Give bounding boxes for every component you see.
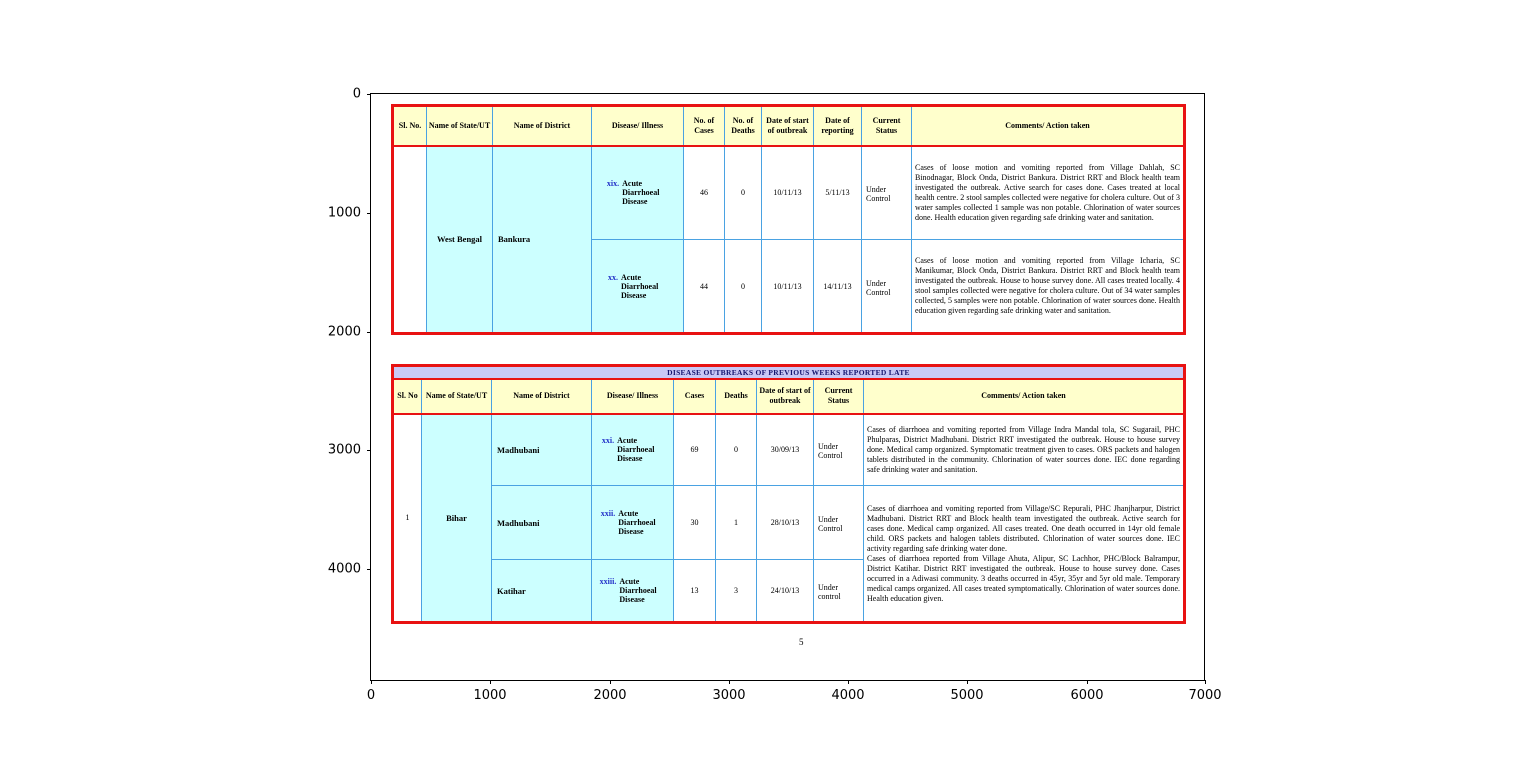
x-tick-mark: [1087, 680, 1088, 684]
start-date-cell: 28/10/13: [757, 486, 814, 560]
district-cell: Madhubani: [492, 486, 592, 560]
status-cell: Under Control: [814, 486, 864, 560]
deaths-cell: 0: [716, 414, 757, 486]
header-deaths: Deaths: [716, 379, 757, 414]
start-date-cell: 24/10/13: [757, 560, 814, 623]
x-tick-label: 0: [366, 688, 376, 703]
sl-no-cell: 1: [393, 414, 422, 623]
status-cell: Under Control: [862, 240, 912, 334]
header-disease: Disease/ Illness: [592, 379, 674, 414]
disease-name: Acute Diarrhoeal Disease: [621, 272, 659, 300]
comments-cell: Cases of diarrhoea and vomiting reported from Village Indra Mandal tola, SC Sugarail, PHC Phulparas, District Madhubani. District RRT investigated the outbreak. House to house survey done. Medical camp organized. Symptomatic treatment given to cases. ORS packets and halogen tablets distributed in the community. Chlorination of water sources done. IEC done regarding safe drinking water and sanitation.: [864, 414, 1185, 486]
table-row: [393, 146, 1185, 240]
row-numeral: xxiii.: [599, 577, 617, 586]
x-tick-mark: [848, 680, 849, 684]
header-start-date: Date of start of outbreak: [762, 106, 814, 146]
disease-name: Acute Diarrhoeal Disease: [619, 577, 657, 604]
deaths-cell: 1: [716, 486, 757, 560]
x-tick-mark: [610, 680, 611, 684]
comment-paragraph: Cases of diarrhoea reported from Village Ahuta, Alipur, SC Lachhor, PHC/Block Balrampur, District Katihar. District RRT investigated the outbreak. House to house survey done. Cases occurred in a Adiwasi community. 3 deaths occurred in 45yr, 35yr and 5yr old male. Temporary medical camps organized. All cases treated symptomatically. Chlorination of water sources done. Health education given.: [867, 553, 1181, 603]
row-numeral: xxii.: [600, 509, 616, 518]
reporting-date-cell: 5/11/13: [814, 146, 862, 240]
district-cell: Madhubani: [492, 414, 592, 486]
x-tick-mark: [967, 680, 968, 684]
x-tick-mark: [490, 680, 491, 684]
x-tick-label: 5000: [950, 688, 984, 703]
header-district: Name of District: [492, 379, 592, 414]
x-tick-mark: [1205, 680, 1206, 684]
start-date-cell: 30/09/13: [757, 414, 814, 486]
y-tick-label: 2000: [327, 324, 361, 340]
header-state: Name of State/UT: [427, 106, 493, 146]
x-tick-label: 6000: [1070, 688, 1104, 703]
status-cell: Under control: [814, 560, 864, 623]
y-tick-label: 0: [352, 86, 361, 102]
state-cell: West Bengal: [427, 146, 493, 334]
header-status: Current Status: [862, 106, 912, 146]
cases-cell: 44: [684, 240, 725, 334]
header-start-date: Date of start of outbreak: [757, 379, 814, 414]
disease-name: Acute Diarrhoeal Disease: [622, 179, 660, 207]
page-number: 5: [799, 637, 804, 647]
header-disease: Disease/ Illness: [592, 106, 684, 146]
x-tick-label: 4000: [831, 688, 865, 703]
row-numeral: xix.: [606, 179, 620, 189]
district-cell: Katihar: [492, 560, 592, 623]
cases-cell: 13: [674, 560, 716, 623]
y-tick-label: 3000: [327, 442, 361, 458]
cases-cell: 69: [674, 414, 716, 486]
y-tick-mark: [367, 569, 371, 570]
y-tick-label: 4000: [327, 561, 361, 577]
deaths-cell: 0: [725, 240, 762, 334]
cases-cell: 46: [684, 146, 725, 240]
header-reporting-date: Date of reporting: [814, 106, 862, 146]
outbreaks-table-current: [391, 104, 1186, 335]
status-cell: Under Control: [862, 146, 912, 240]
deaths-cell: 3: [716, 560, 757, 623]
cases-cell: 30: [674, 486, 716, 560]
status-cell: Under Control: [814, 414, 864, 486]
table1-header-row: [393, 106, 1185, 146]
header-status: Current Status: [814, 379, 864, 414]
table-row: [393, 486, 1185, 560]
x-tick-label: 7000: [1188, 688, 1222, 703]
header-comments: Comments/ Action taken: [912, 106, 1185, 146]
header-sl-no: Sl. No: [393, 379, 422, 414]
x-tick-label: 3000: [712, 688, 746, 703]
header-cases: Cases: [674, 379, 716, 414]
y-tick-mark: [367, 213, 371, 214]
table2-title: DISEASE OUTBREAKS OF PREVIOUS WEEKS REPORTED LATE: [393, 366, 1185, 379]
y-tick-label: 1000: [327, 205, 361, 221]
disease-name: Acute Diarrhoeal Disease: [618, 509, 656, 536]
disease-cell: [592, 146, 684, 240]
header-state: Name of State/UT: [422, 379, 492, 414]
x-tick-label: 1000: [473, 688, 507, 703]
table-row: [393, 414, 1185, 486]
row-numeral: xxi.: [601, 436, 615, 446]
header-sl-no: Sl. No.: [393, 106, 427, 146]
header-deaths: No. of Deaths: [725, 106, 762, 146]
x-tick-mark: [371, 680, 372, 684]
header-comments: Comments/ Action taken: [864, 379, 1185, 414]
disease-name: Acute Diarrhoeal Disease: [617, 436, 655, 464]
start-date-cell: 10/11/13: [762, 146, 814, 240]
state-cell: Bihar: [422, 414, 492, 623]
deaths-cell: 0: [725, 146, 762, 240]
sl-no-cell: [393, 146, 427, 334]
disease-cell: [592, 560, 674, 623]
x-tick-label: 2000: [593, 688, 627, 703]
comment-paragraph: Cases of diarrhoea and vomiting reported from Village/SC Repurali, PHC Jhanjharpur, District Madhubani. District RRT and Block health team investigated the outbreak. Active search for cases done. Medical camp organized. All cases treated. One death occurred in 14yr old female child. ORS packets and halogen tablets distributed. Chlorination of water sources done. IEC activity regarding safe drinking water done.: [867, 503, 1181, 553]
y-tick-mark: [367, 94, 371, 95]
reporting-date-cell: 14/11/13: [814, 240, 862, 334]
outbreaks-table-previous: [391, 364, 1186, 624]
table2-title-row: [393, 366, 1185, 379]
header-district: Name of District: [493, 106, 592, 146]
disease-cell: [592, 486, 674, 560]
x-tick-mark: [729, 680, 730, 684]
district-cell: Bankura: [493, 146, 592, 334]
start-date-cell: 10/11/13: [762, 240, 814, 334]
table2-header-row: [393, 379, 1185, 414]
row-numeral: xx.: [608, 272, 618, 282]
plot-area: [327, 86, 1222, 703]
comments-cell: [864, 486, 1185, 623]
disease-cell: [592, 414, 674, 486]
comments-cell: Cases of loose motion and vomiting reported from Village Icharia, SC Manikumar, Block Onda, District Bankura. District RRT and Block health team investigated the outbreak. House to house survey done. All cases treated locally. 4 stool samples collected were negative for cholera culture. Out of 34 water samples collected, 5 samples were non potable. Chlorination of water sources done. Health education given regarding safe drinking water and sanitation.: [912, 240, 1185, 334]
comments-cell: Cases of loose motion and vomiting reported from Village Dahlah, SC Binodnagar, Block Onda, District Bankura. District RRT and Block health team investigated the outbreak. Active search for cases done. Cases treated at local health centre. 2 stool samples collected were negative for cholera culture. Out of 3 water samples collected 1 sample was non potable. Chlorination of water sources done. Health education given regarding safe drinking water and sanitation.: [912, 146, 1185, 240]
header-cases: No. of Cases: [684, 106, 725, 146]
disease-cell: [592, 240, 684, 334]
y-tick-mark: [367, 450, 371, 451]
y-tick-mark: [367, 332, 371, 333]
